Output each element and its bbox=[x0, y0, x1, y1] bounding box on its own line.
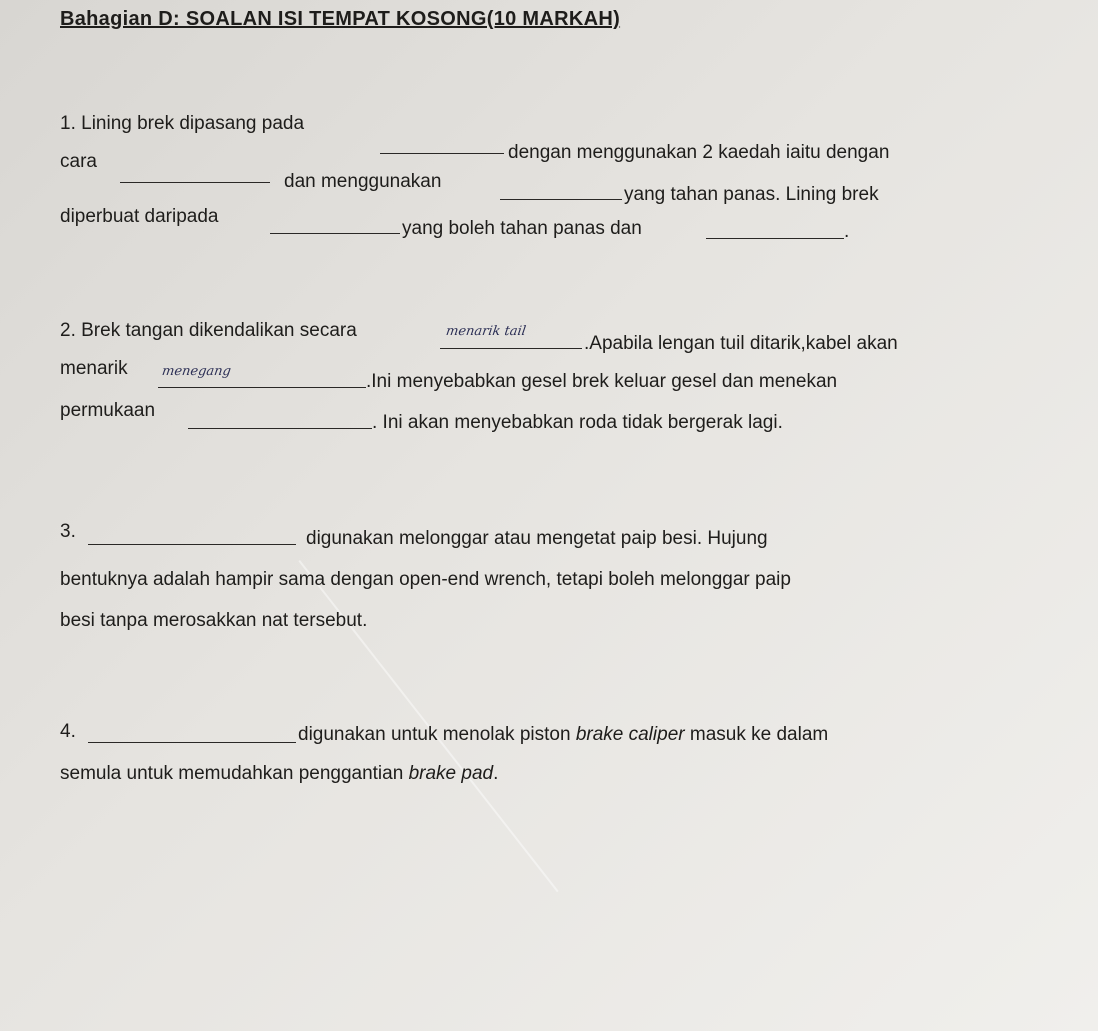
q4-line2 bbox=[60, 763, 498, 785]
q3-number: 3. bbox=[60, 521, 76, 542]
q4-line1 bbox=[298, 724, 828, 746]
q3-blank[interactable] bbox=[88, 544, 296, 545]
q2-handwritten-answer-2: menegang bbox=[160, 364, 232, 379]
q1-blank-4[interactable] bbox=[270, 233, 400, 234]
q2-line2-end: .Ini menyebabkan gesel brek keluar gesel dan menekan bbox=[366, 371, 838, 392]
q4-number: 4. bbox=[60, 721, 76, 742]
q1-line1-start: 1. Lining brek dipasang pada bbox=[60, 113, 305, 134]
q1-blank-5[interactable] bbox=[706, 238, 844, 239]
q4-term-brake-pad: brake pad bbox=[408, 763, 494, 784]
q4-line2-a: semula untuk memudahkan penggantian bbox=[60, 763, 409, 784]
q1-line2-end: yang tahan panas. Lining brek bbox=[624, 184, 879, 205]
q2-blank-1[interactable] bbox=[440, 348, 582, 349]
q1-line1-end: dengan menggunakan 2 kaedah iaitu dengan bbox=[508, 142, 890, 163]
q1-line3-mid: yang boleh tahan panas dan bbox=[402, 218, 642, 239]
q1-line3-end: . bbox=[844, 221, 850, 242]
q2-handwritten-answer-1: menarik tail bbox=[444, 324, 527, 339]
q2-blank-3[interactable] bbox=[188, 428, 372, 429]
q2-blank-2[interactable] bbox=[158, 387, 366, 388]
q1-line3-start: diperbuat daripada bbox=[60, 206, 219, 227]
q4-line2-c: . bbox=[493, 763, 499, 784]
section-title: Bahagian D: SOALAN ISI TEMPAT KOSONG(10 MARKAH) bbox=[60, 8, 621, 30]
q3-line1: digunakan melonggar atau mengetat paip besi. Hujung bbox=[306, 528, 768, 549]
q1-line2-mid: dan menggunakan bbox=[284, 171, 442, 192]
q2-line1-end: .Apabila lengan tuil ditarik,kabel akan bbox=[584, 333, 898, 354]
q1-blank-3[interactable] bbox=[500, 199, 622, 200]
q4-blank[interactable] bbox=[88, 742, 296, 743]
q2-line1-start: 2. Brek tangan dikendalikan secara bbox=[60, 320, 357, 341]
q4-term-brake-caliper: brake caliper bbox=[575, 724, 685, 745]
q4-line1-c: masuk ke dalam bbox=[684, 724, 829, 745]
q2-line3-end: . Ini akan menyebabkan roda tidak bergerak lagi. bbox=[372, 412, 783, 433]
q2-line3-start: permukaan bbox=[60, 400, 156, 421]
q4-line1-a: digunakan untuk menolak piston bbox=[298, 724, 576, 745]
q2-line2-start: menarik bbox=[60, 358, 128, 379]
q3-line3: besi tanpa merosakkan nat tersebut. bbox=[60, 610, 368, 631]
q3-line2: bentuknya adalah hampir sama dengan open-end wrench, tetapi boleh melonggar paip bbox=[60, 569, 791, 590]
q1-blank-1[interactable] bbox=[380, 153, 504, 154]
q1-line2-start: cara bbox=[60, 151, 97, 172]
q1-blank-2[interactable] bbox=[120, 182, 270, 183]
